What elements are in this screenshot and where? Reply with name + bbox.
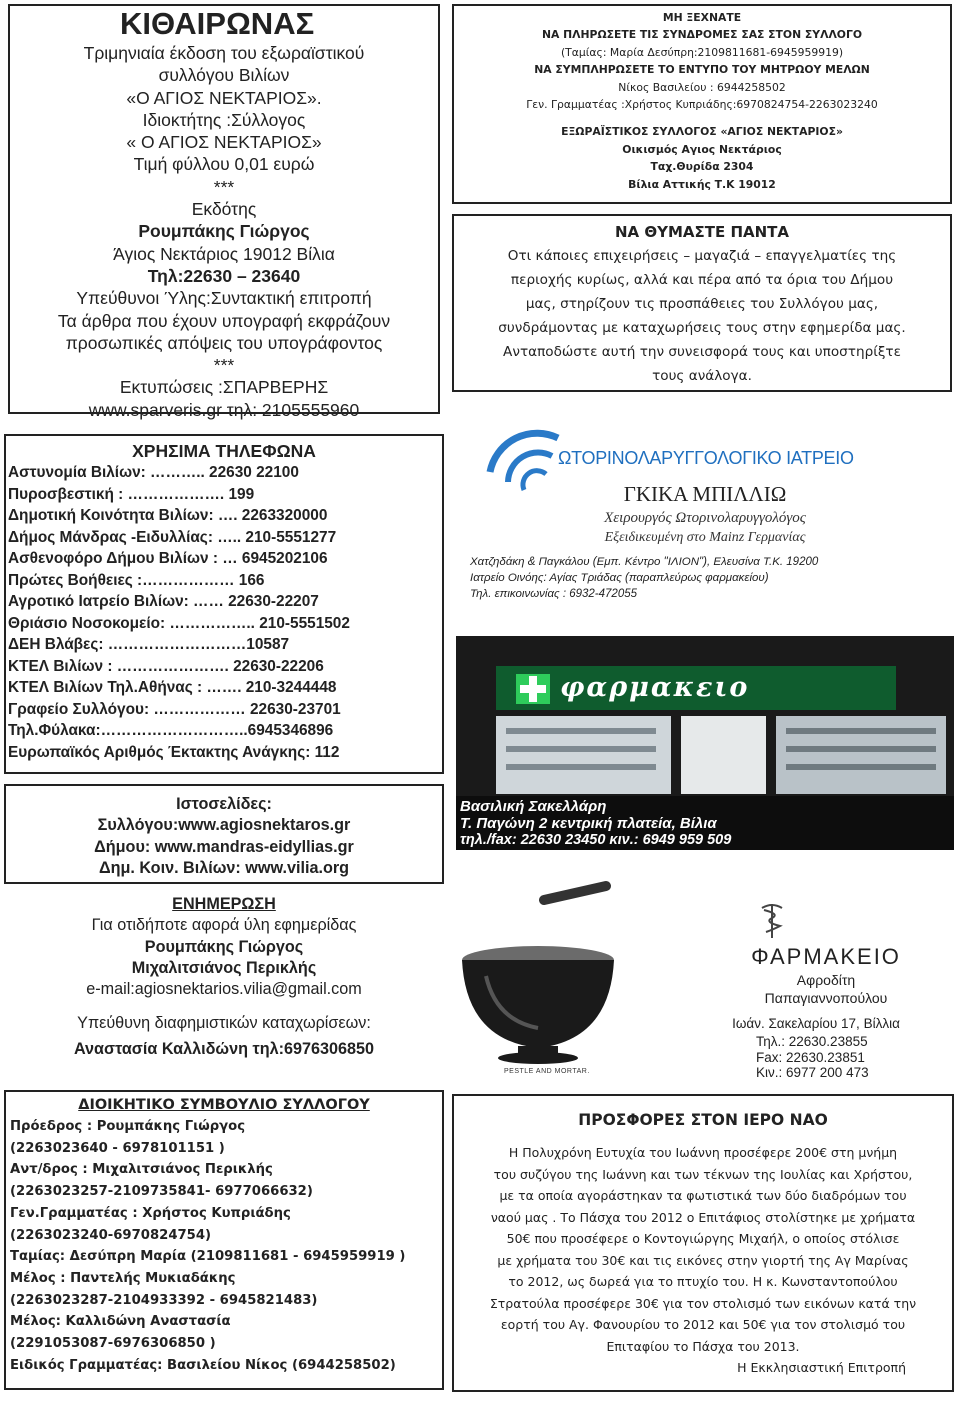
masthead-box: [8, 4, 440, 420]
board-row: (2263023287-2104933392 - 6945821483): [10, 1292, 318, 1308]
useful-phones-box: [4, 434, 444, 774]
printer-website[interactable]: www.sparveris.gr τηλ: 2105555960: [88, 399, 360, 420]
reminder-line: Γεν. Γραμματέας :Χρήστος Κυπριάδης:6970824754-2263023240: [526, 98, 878, 112]
reminder-line: Οικισμός Αγιος Νεκτάριος: [622, 142, 782, 156]
phone-row: ΚΤΕΛ Βιλίων Τηλ.Αθήνας : ……. 210-3244448: [8, 679, 337, 696]
phones-title: ΧΡΗΣΙΜΑ ΤΗΛΕΦΩΝΑ: [132, 441, 316, 461]
website-link[interactable]: Συλλόγου:www.agiosnektaros.gr: [97, 816, 351, 835]
reminder-line: Βίλια Αττικής Τ.Κ 19012: [628, 177, 776, 191]
remember-line: μας, στηρίζουν τις προσπάθειες του Συλλόγου μας,: [525, 296, 879, 312]
website-link[interactable]: Δημ. Κοιν. Βιλίων: www.vilia.org: [98, 859, 350, 878]
board-row: Αντ/δρος : Μιχαλιτσιάνος Περικλής: [10, 1162, 273, 1178]
ent-training: Εξειδικευμένη στο Mainz Γερμανίας: [604, 530, 806, 545]
pharmacy-address: Τ. Παγώνη 2 κεντρική πλατεία, Βίλια: [460, 815, 717, 832]
remember-box: [452, 214, 952, 392]
reminder-line: Νίκος Βασιλείου : 6944258502: [618, 80, 786, 94]
phone-row: Δημοτική Κοινότητα Βιλίων: …. 2263320000: [8, 507, 328, 524]
ent-doctor-name: ΓΚΙΚΑ ΜΠΙΛΛΙΩ: [623, 482, 787, 506]
board-title: ΔΙΟΙΚΗΤΙΚΟ ΣΥΜΒΟΥΛΙΟ ΣΥΛΛΟΓΟΥ: [78, 1097, 370, 1113]
phone-row: ΚΤΕΛ Βιλίων : …………………. 22630-22206: [8, 657, 324, 675]
offers-line: ναού μας . Το Πάσχα του 2012 ο Επιτάφιος στολίστηκε με χρήματα: [490, 1209, 916, 1225]
offers-line: Η Πολυχρόνη Ευτυχία του Ιωάννη προσέφερε 200€ στη μνήμη: [508, 1145, 898, 1160]
masthead-line: Ιδιοκτήτης :Σύλλογος: [142, 109, 306, 130]
phone-row: Πρώτες Βοήθειες :……………… 166: [8, 571, 265, 589]
phone-row: Αγροτικό Ιατρείο Βιλίων: …… 22630-22207: [8, 593, 319, 610]
remember-title: ΝΑ ΘΥΜΑΣΤΕ ΠΑΝΤΑ: [614, 223, 790, 241]
phone-row: ΔΕΗ Βλάβες: ………………………10587: [8, 636, 290, 653]
ent-address-2: Ιατρείο Οινόης: Αγίας Τριάδας (παραπλεύρως φαρμακείου): [470, 572, 769, 584]
offers-line: Επιταφίου το Πάσχα του 2013.: [606, 1338, 800, 1354]
board-row: (2263023257-2109735841- 6977066632): [10, 1184, 313, 1200]
reminder-spacer: [454, 113, 950, 123]
masthead-line: προσωπικές απόψεις του υπογράφοντος: [65, 332, 383, 353]
remember-line: Οτι κάποιες επιχειρήσεις – μαγαζιά – επαγγελματίες της: [507, 248, 897, 264]
info-name: Μιχαλιτσιάνος Περικλής: [131, 958, 317, 977]
info-name: Ρουμπάκης Γιώργος: [144, 937, 304, 956]
phone-row: Γραφείο Συλλόγου: ……………… 22630-23701: [8, 700, 341, 718]
board-row: Ειδικός Γραμματέας: Βασιλείου Νίκος (6944258502): [10, 1357, 396, 1373]
info-ads-contact: Αναστασία Καλλιδώνη τηλ:6976306850: [73, 1039, 375, 1058]
masthead-line: «Ο ΑΓΙΟΣ ΝΕΚΤΑΡΙΟΣ».: [126, 87, 322, 108]
remember-line: συνδράμοντας με καταχωρήσεις τους στην εφημερίδα μας.: [498, 320, 906, 336]
pharmacy-sakellari-ad: [456, 636, 954, 850]
offers-line: Στρατούλα προσέφερε 30€ για τον στολισμό των εικόνων κατά την: [489, 1295, 917, 1311]
phone-row: Δήμος Μάνδρας -Ειδυλλίας: ….. 210-5551277: [8, 528, 337, 546]
masthead-line: ***: [213, 355, 235, 376]
pharmacy2-address: Ιωάν. Σακελαρίου 17, Βίλλια: [732, 1016, 900, 1031]
phone-row: Ασθενοφόρο Δήμου Βιλίων : … 6945202106: [8, 550, 328, 567]
info-title: ΕΝΗΜΕΡΩΣΗ: [172, 895, 276, 913]
masthead-line: Τα άρθρα που έχουν υπογραφή εκφράζουν: [57, 310, 391, 331]
info-email[interactable]: e-mail:agiosnektarios.vilia@gmail.com: [86, 980, 362, 999]
mortar-caption: PESTLE AND MORTAR.: [504, 1068, 590, 1075]
masthead-line: Εκτυπώσεις :ΣΠΑΡΒΕΡΗΣ: [119, 377, 329, 398]
pharmacy2-owner-last: Παπαγιαννοπούλου: [764, 990, 888, 1006]
ent-clinic-ad: [456, 420, 954, 612]
offers-signature: Η Εκκλησιαστική Επιτροπή: [737, 1360, 906, 1375]
website-link[interactable]: Δήμου: www.mandras-eidyllias.gr: [94, 837, 354, 856]
ent-specialty: Χειρουργός Ωτορινολαρυγγολόγος: [604, 510, 806, 526]
pharmacy2-owner-first: Αφροδίτη: [796, 972, 856, 988]
pharmacy-phones: τηλ./fax: 22630 23450 κιν.: 6949 959 509: [460, 832, 732, 848]
board-box: [4, 1090, 444, 1390]
pharmacy2-title: ΦΑΡΜΑΚΕΙΟ: [751, 944, 901, 969]
reminder-line: ΕΞΩΡΑΪΣΤΙΚΟΣ ΣΥΛΛΟΓΟΣ «ΑΓΙΟΣ ΝΕΚΤΑΡΙΟΣ»: [561, 125, 843, 139]
masthead-line: Υπεύθυνοι Ύλης:Συντακτική επιτροπή: [76, 288, 372, 309]
offers-title: ΠΡΟΣΦΟΡΕΣ ΣΤΟΝ ΙΕΡΟ ΝΑΟ: [578, 1111, 828, 1129]
websites-title: Ιστοσελίδες:: [176, 795, 272, 813]
masthead-line: Τριμηνιαία έκδοση του εξωραϊστικού: [83, 43, 365, 63]
info-section: [8, 894, 440, 1060]
phone-row: Ευρωπαϊκός Αριθμός Έκτακτης Ανάγκης: 112: [8, 743, 340, 761]
phone-row: Τηλ.Φύλακα:………………………..6945346896: [8, 722, 334, 739]
publisher-name: Ρουμπάκης Γιώργος: [138, 221, 310, 242]
masthead-line: Άγιος Νεκτάριος 19012 Βίλια: [113, 243, 335, 264]
pharmacy-owner: Βασιλική Σακελλάρη: [460, 798, 607, 815]
ent-clinic-name: ΩΤΟΡΙΝΟΛΑΡΥΓΓΟΛΟΓΙΚΟ ΙΑΤΡΕΙΟ: [558, 448, 854, 468]
board-row: Μέλος : Παντελής Μυκιαδάκης: [10, 1270, 236, 1286]
board-row: (2291053087-6976306850 ): [10, 1336, 216, 1352]
reminder-line: ΝΑ ΣΥΜΠΛΗΡΩΣΕΤΕ ΤΟ ΕΝΤΥΠΟ ΤΟΥ ΜΗΤΡΩΟΥ ΜΕΛΩΝ: [534, 63, 870, 77]
reminder-box: [452, 4, 952, 204]
phone-row: Αστυνομία Βιλίων: ……….. 22630 22100: [8, 464, 299, 481]
masthead-line: συλλόγου Βιλίων: [158, 65, 290, 86]
reminder-line: (Ταμίας: Μαρία Δεσύπρη:2109811681-6945959919): [560, 45, 844, 59]
websites-box: [4, 784, 444, 884]
newspaper-title: ΚΙΘΑΙΡΩΝΑΣ: [120, 6, 315, 41]
caduceus-icon: [752, 900, 792, 940]
info-ads-label: Υπεύθυνη διαφημιστικών καταχωρίσεων:: [77, 1014, 371, 1033]
pharmacy2-fax: Fax: 22630.23851: [756, 1050, 865, 1065]
remember-line: περιοχής κυρίως, αλλά και πέρα από τα όρια του Δήμου: [510, 272, 894, 288]
phone-row: Θριάσιο Νοσοκομείο: …………….. 210-5551502: [8, 614, 350, 632]
masthead-phone: Τηλ:22630 – 23640: [147, 265, 301, 286]
offers-line: με τα οποία αγοράστηκαν τα φωτιστικά των δύο διαδρόμων του: [499, 1188, 907, 1203]
reminder-line: ΝΑ ΠΛΗΡΩΣΕΤΕ ΤΙΣ ΣΥΝΔΡΟΜΕΣ ΣΑΣ ΣΤΟΝ ΣΥΛΛΟΓΟ: [541, 28, 863, 42]
offers-box: [452, 1094, 954, 1392]
offers-line: το 2012, ως δωρεά για το πτυχίο του. Η κ. Κωνσταντοπούλου: [508, 1274, 898, 1289]
masthead-line: Εκδότης: [191, 199, 257, 220]
masthead-line: Τιμή φύλλου 0,01 ευρώ: [133, 154, 315, 175]
offers-line: 50€ που προσέφερε ο Κοντογιώργης Μιχαήλ, ο οποίος στόλισε: [506, 1231, 900, 1246]
board-row: Γεν.Γραμματέας : Χρήστος Κυπριάδης: [10, 1205, 291, 1221]
remember-line: Ανταποδώστε αυτή την συνεισφορά τους και υποστηρίξτε: [503, 344, 901, 360]
board-row: Μέλος: Καλλιδώνη Αναστασία: [10, 1314, 231, 1330]
mortar-pestle-icon: [456, 880, 656, 1080]
pharmacy2-mobile: Κιν.: 6977 200 473: [756, 1065, 869, 1080]
board-row: Πρόεδρος : Ρουμπάκης Γιώργος: [10, 1119, 246, 1134]
reminder-line: Ταχ.Θυρίδα 2304: [650, 160, 754, 174]
info-line: Για οτιδήποτε αφορά ύλη εφημερίδας: [91, 916, 357, 935]
board-row: (2263023240-6970824754): [10, 1227, 212, 1243]
offers-line: με χρήματα του 30€ και τις εικόνες στην γιορτή της Αγ Μαρίνας: [497, 1252, 909, 1268]
ent-contact: Τηλ. επικοινωνίας : 6932-472055: [470, 588, 638, 600]
reminder-line: ΜΗ ΞΕΧΝΑΤΕ: [662, 11, 742, 24]
ent-address: Χατζηδάκη & Παγκάλου (Εμπ. Κέντρο "ΙΛΙΟΝ"), Ελευσίνα Τ.Κ. 19200: [470, 556, 819, 568]
offers-line: του συζύγου της Ιωάννη και των τέκνων της Ιουλίας και Χρήστου,: [493, 1166, 913, 1182]
masthead-line: ***: [213, 176, 235, 197]
remember-line: τους ανάλογα.: [652, 368, 752, 384]
pharmacy-papagiannopoulou-ad: [456, 880, 954, 1080]
offers-line: εορτή του Αγ. Φανουρίου το 2012 και 50€ για τον στολισμό του: [500, 1317, 906, 1332]
phone-row: Πυροσβεστική : ………………. 199: [8, 485, 255, 503]
board-row: Ταμίας: Δεσύπρη Μαρία (2109811681 - 6945959919 ): [10, 1249, 406, 1265]
pharmacy2-tel: Τηλ.: 22630.23855: [756, 1034, 868, 1049]
masthead-line: « Ο ΑΓΙΟΣ ΝΕΚΤΑΡΙΟΣ»: [126, 132, 322, 153]
board-row: (2263023640 - 6978101151 ): [10, 1140, 225, 1156]
pharmacy-sign-text: φαρμακειο: [560, 672, 750, 703]
